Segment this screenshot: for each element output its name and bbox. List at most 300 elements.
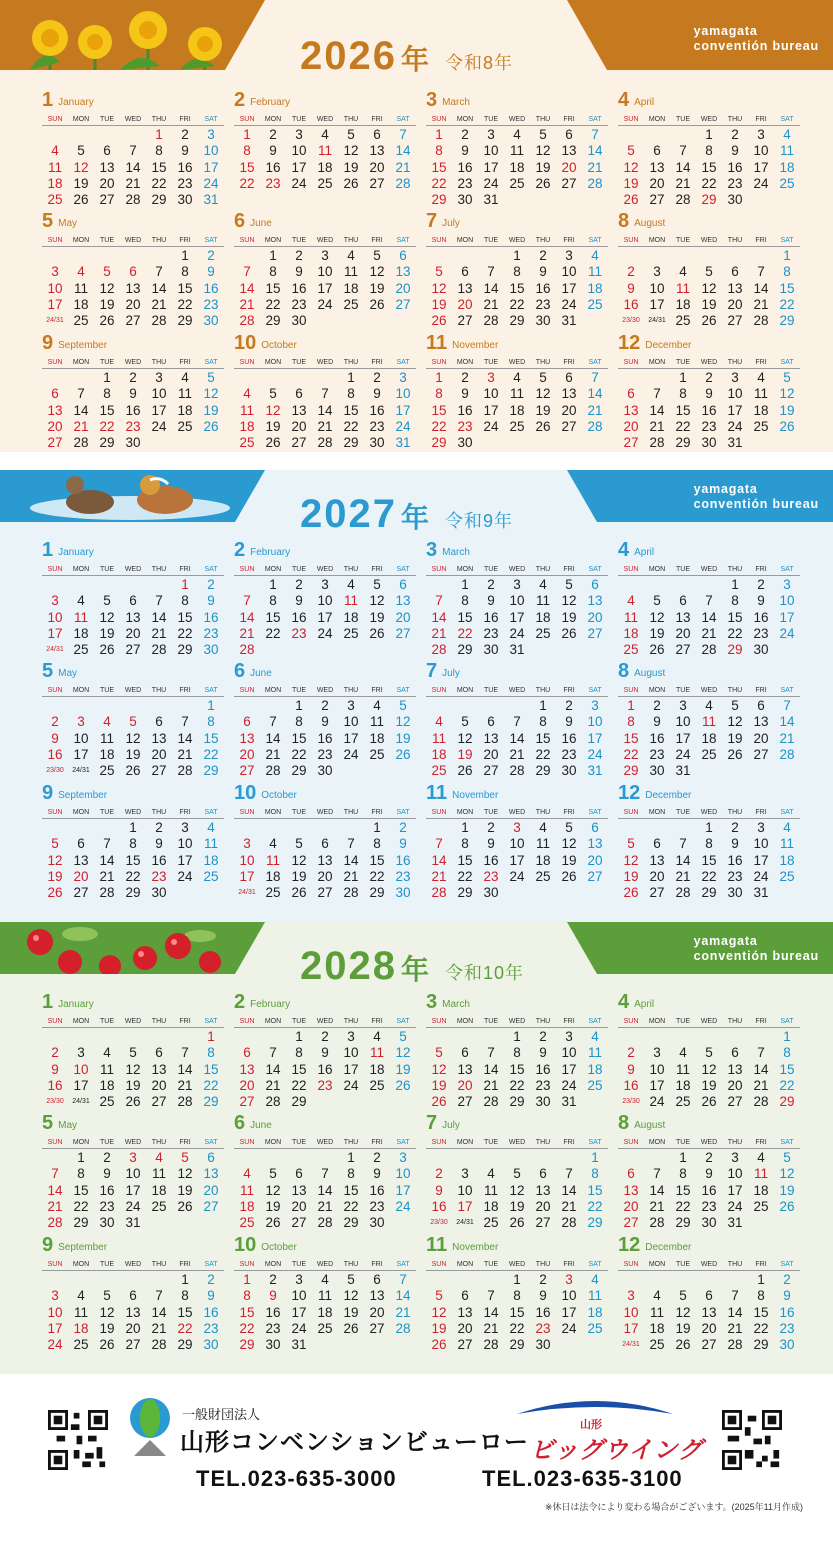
day-cell: 7 (269, 1045, 277, 1061)
day-cell: 15 (753, 1304, 769, 1320)
day-cell: 30 (535, 1094, 551, 1110)
day-cell: 1 (435, 370, 443, 385)
month-name: April (634, 547, 655, 558)
weekday-label: SAT (396, 1018, 410, 1025)
month-2028-1 (42, 991, 224, 1110)
day-cell: 13 (125, 280, 141, 296)
day-cell: 14 (317, 1182, 333, 1198)
weekday-label: TUE (100, 687, 114, 694)
day-cell: 24 (779, 625, 795, 641)
day-cell: 18 (151, 1182, 167, 1198)
day-cell: 2 (269, 1272, 277, 1287)
day-cell: 30 (535, 313, 551, 329)
empty-day-cell (338, 313, 364, 329)
empty-day-cell (172, 435, 198, 451)
month-header (426, 782, 608, 804)
day-cell: 20 (73, 868, 89, 884)
day-cell: 29 (701, 885, 717, 901)
weekday-label: FRI (179, 359, 191, 366)
day-cell: 29 (99, 435, 115, 451)
day-cell: 18 (779, 159, 795, 175)
month-number: 7 (426, 1112, 438, 1134)
day-cell: 30 (265, 1337, 281, 1353)
day-cell: 26 (509, 1215, 525, 1231)
weekday-label: SAT (780, 359, 794, 366)
month-header (618, 1112, 800, 1134)
day-cell: 1 (679, 370, 687, 385)
weekday-label: SAT (780, 1018, 794, 1025)
day-cell: 7 (129, 143, 137, 159)
weekday-label: SAT (588, 237, 602, 244)
empty-day-cell (198, 885, 224, 901)
empty-day-cell (42, 1272, 68, 1288)
org2-tel[interactable]: TEL.023-635-3100 (482, 1466, 683, 1491)
empty-day-cell (426, 248, 452, 264)
day-cell: 24 (47, 1337, 63, 1353)
day-cell: 5 (129, 714, 137, 730)
empty-day-cell (644, 1272, 670, 1288)
weekday-label: TUE (484, 687, 498, 694)
day-cell: 14 (779, 714, 795, 730)
day-grid (618, 820, 800, 901)
day-cell: 8 (77, 1166, 85, 1182)
day-cell: 3 (679, 698, 687, 713)
day-cell: 4 (103, 714, 111, 730)
day-grid (426, 1029, 608, 1110)
day-cell: 2 (373, 370, 381, 385)
weekday-label: SUN (47, 237, 63, 244)
day-cell: 14 (265, 1061, 281, 1077)
empty-day-cell (68, 370, 94, 386)
day-cell: 5 (731, 698, 739, 713)
month-header (42, 210, 224, 232)
empty-day-cell (42, 1029, 68, 1045)
empty-day-cell (774, 1215, 800, 1231)
weekday-label: MON (456, 1261, 474, 1268)
day-cell: 15 (509, 280, 525, 296)
weekday-label: SAT (780, 566, 794, 573)
day-cell: 3 (653, 1045, 661, 1061)
weekday-label: SAT (780, 237, 794, 244)
day-cell: 10 (561, 1045, 577, 1061)
day-cell: 24 (395, 1198, 411, 1214)
weekday-label: THU (343, 1018, 359, 1025)
day-cell: 13 (73, 852, 89, 868)
day-cell: 2 (539, 1029, 547, 1044)
day-cell: 4 (591, 1272, 599, 1287)
weekday-label: THU (727, 566, 743, 573)
day-grid (618, 1029, 800, 1110)
day-cell: 14 (47, 1182, 63, 1198)
weekday-label: SAT (204, 1261, 218, 1268)
empty-day-cell (582, 1337, 608, 1353)
month-header (42, 332, 224, 354)
org2-name: ビッグウイング (530, 1437, 703, 1464)
day-cell: 4 (77, 1288, 85, 1304)
month-header (618, 1234, 800, 1256)
day-cell: 23 (291, 625, 307, 641)
day-cell: 27 (369, 1320, 385, 1336)
weekday-header (618, 1137, 800, 1149)
day-cell: 26 (177, 1198, 193, 1214)
day-cell: 9 (783, 1288, 791, 1304)
day-cell: 10 (561, 1288, 577, 1304)
day-cell: 24/31 (72, 767, 90, 775)
month-2027-9 (42, 782, 224, 901)
day-cell: 22 (291, 1077, 307, 1093)
day-cell: 4 (181, 370, 189, 385)
day-cell: 17 (561, 1304, 577, 1320)
day-cell: 12 (431, 1061, 447, 1077)
qr-code-bigwing[interactable] (722, 1410, 782, 1470)
day-cell: 12 (369, 264, 385, 280)
day-cell: 1 (347, 370, 355, 385)
day-cell: 15 (203, 730, 219, 746)
day-cell: 24 (125, 1198, 141, 1214)
weekday-header (426, 235, 608, 247)
weekday-label: SUN (47, 809, 63, 816)
empty-day-cell (452, 1150, 478, 1166)
weekday-label: FRI (371, 359, 383, 366)
day-cell: 28 (265, 1094, 281, 1110)
day-cell: 14 (151, 1304, 167, 1320)
day-cell: 25 (483, 1215, 499, 1231)
day-cell: 29 (509, 313, 525, 329)
day-cell: 19 (623, 175, 639, 191)
day-cell: 21 (727, 1320, 743, 1336)
day-cell: 25 (431, 763, 447, 779)
day-cell: 11 (99, 730, 114, 746)
qr-code-bureau[interactable] (48, 1410, 108, 1470)
empty-day-cell (556, 642, 582, 658)
weekday-label: WED (508, 359, 526, 366)
day-cell: 24/31 (456, 1219, 474, 1227)
day-cell: 23/30 (430, 1219, 448, 1227)
day-cell: 22 (239, 1320, 255, 1336)
day-cell: 7 (705, 593, 713, 609)
day-cell: 7 (51, 1166, 59, 1182)
empty-day-cell (390, 1094, 416, 1110)
weekday-label: SAT (204, 687, 218, 694)
day-cell: 3 (347, 1029, 355, 1044)
day-cell: 21 (483, 1077, 499, 1093)
empty-day-cell (504, 192, 530, 208)
day-cell: 27 (291, 1215, 307, 1231)
day-cell: 3 (155, 370, 163, 385)
day-cell: 27 (587, 868, 603, 884)
day-cell: 6 (591, 820, 599, 835)
day-cell: 16 (203, 1304, 219, 1320)
month-2027-1 (42, 539, 224, 658)
day-cell: 18 (753, 402, 769, 418)
day-cell: 12 (177, 1166, 193, 1182)
day-cell: 5 (783, 1150, 791, 1165)
weekday-label: THU (343, 1139, 359, 1146)
month-2026-9 (42, 332, 224, 451)
day-cell: 26 (779, 1198, 795, 1214)
weekday-label: WED (700, 1261, 718, 1268)
month-number: 11 (426, 1234, 448, 1256)
month-2026-12 (618, 332, 800, 451)
day-cell: 18 (73, 625, 89, 641)
day-cell: 19 (265, 1198, 281, 1214)
day-cell: 7 (591, 127, 599, 142)
weekday-label: THU (727, 237, 743, 244)
weekday-header (42, 1137, 224, 1149)
day-cell: 16 (701, 402, 717, 418)
day-cell: 25 (509, 418, 525, 434)
day-cell: 11 (753, 386, 768, 402)
day-cell: 21 (99, 868, 115, 884)
day-cell: 6 (295, 1166, 303, 1182)
weekday-label: FRI (371, 687, 383, 694)
reiwa-label: 令和10年 (445, 963, 525, 983)
day-cell: 24 (177, 868, 193, 884)
day-cell: 3 (77, 714, 85, 730)
day-cell: 21 (587, 159, 603, 175)
weekday-label: TUE (676, 809, 690, 816)
month-header (234, 1234, 416, 1256)
day-cell: 10 (561, 264, 577, 280)
empty-day-cell (670, 577, 696, 593)
empty-day-cell (748, 763, 774, 779)
empty-day-cell (582, 642, 608, 658)
weekday-header (234, 235, 416, 247)
day-cell: 21 (431, 868, 447, 884)
day-cell: 28 (587, 418, 603, 434)
month-2027-7 (426, 660, 608, 779)
weekday-label: THU (151, 116, 167, 123)
day-cell: 2 (269, 127, 277, 142)
day-cell: 1 (269, 577, 277, 592)
day-cell: 12 (343, 143, 359, 159)
weekday-label: WED (124, 1018, 142, 1025)
empty-day-cell (364, 1337, 390, 1353)
month-number: 2 (234, 89, 246, 111)
day-cell: 29 (265, 313, 281, 329)
empty-day-cell (426, 820, 452, 836)
month-name: April (634, 999, 655, 1010)
month-name: September (58, 340, 108, 351)
day-cell: 20 (561, 402, 577, 418)
day-grid (42, 1272, 224, 1353)
day-cell: 16 (535, 280, 551, 296)
day-grid (426, 248, 608, 329)
day-cell: 13 (623, 402, 639, 418)
day-cell: 28 (649, 435, 665, 451)
day-grid (234, 820, 416, 901)
day-cell: 10 (73, 1061, 89, 1077)
day-cell: 22 (675, 418, 691, 434)
day-cell: 3 (399, 370, 407, 385)
day-cell: 16 (483, 609, 499, 625)
day-cell: 4 (155, 1150, 163, 1165)
day-cell: 3 (347, 698, 355, 713)
weekday-label: MON (648, 809, 666, 816)
day-cell: 21 (483, 1320, 499, 1336)
day-cell: 9 (539, 264, 547, 280)
day-cell: 26 (431, 1094, 447, 1110)
day-cell: 25 (239, 435, 255, 451)
day-cell: 6 (243, 714, 251, 730)
empty-day-cell (582, 1094, 608, 1110)
day-cell: 5 (679, 1288, 687, 1304)
weekday-label: WED (316, 116, 334, 123)
day-cell: 30 (125, 435, 141, 451)
day-cell: 28 (753, 1094, 769, 1110)
weekday-header (234, 564, 416, 576)
weekday-label: SUN (623, 1018, 639, 1025)
weekday-header (618, 235, 800, 247)
month-header (618, 89, 800, 111)
day-grid (42, 127, 224, 208)
weekday-label: MON (648, 116, 666, 123)
day-cell: 16 (623, 1077, 639, 1093)
day-cell: 23 (291, 296, 307, 312)
day-cell: 26 (431, 1337, 447, 1353)
day-cell: 11 (675, 280, 690, 296)
day-cell: 18 (509, 159, 525, 175)
day-cell: 24 (395, 418, 411, 434)
weekday-label: THU (535, 237, 551, 244)
weekday-label: FRI (179, 566, 191, 573)
day-cell: 24 (509, 868, 525, 884)
day-cell: 15 (265, 609, 281, 625)
month-header (618, 782, 800, 804)
month-number: 2 (234, 991, 246, 1013)
day-cell: 11 (587, 264, 602, 280)
empty-day-cell (774, 885, 800, 901)
day-cell: 29 (125, 885, 141, 901)
day-cell: 11 (177, 386, 192, 402)
day-cell: 30 (151, 885, 167, 901)
day-cell: 12 (535, 386, 551, 402)
weekday-header (42, 235, 224, 247)
empty-day-cell (94, 248, 120, 264)
org1-tel[interactable]: TEL.023-635-3000 (196, 1466, 397, 1491)
day-cell: 18 (509, 402, 525, 418)
day-cell: 15 (779, 1061, 795, 1077)
day-cell: 12 (649, 609, 665, 625)
empty-day-cell (774, 763, 800, 779)
day-cell: 9 (321, 714, 329, 730)
day-cell: 25 (779, 868, 795, 884)
empty-day-cell (722, 248, 748, 264)
weekday-header (618, 564, 800, 576)
day-cell: 11 (369, 1045, 384, 1061)
day-cell: 25 (343, 296, 359, 312)
weekday-label: THU (151, 566, 167, 573)
day-cell: 23 (177, 175, 193, 191)
day-cell: 12 (623, 852, 639, 868)
month-2026-11 (426, 332, 608, 451)
day-cell: 7 (653, 1166, 661, 1182)
day-cell: 20 (151, 1077, 167, 1093)
weekday-label: FRI (755, 237, 767, 244)
empty-day-cell (312, 1150, 338, 1166)
day-cell: 20 (317, 868, 333, 884)
day-cell: 13 (623, 1182, 639, 1198)
day-cell: 26 (265, 1215, 281, 1231)
month-name: June (250, 668, 272, 679)
day-cell: 11 (239, 1182, 254, 1198)
month-header (42, 991, 224, 1013)
month-header (618, 991, 800, 1013)
day-cell: 3 (487, 370, 495, 385)
weekday-label: TUE (100, 116, 114, 123)
day-cell: 22 (265, 296, 281, 312)
weekday-label: TUE (676, 566, 690, 573)
day-cell: 29 (675, 1215, 691, 1231)
day-cell: 1 (269, 248, 277, 263)
empty-day-cell (696, 577, 722, 593)
day-cell: 28 (509, 763, 525, 779)
weekday-label: SAT (396, 687, 410, 694)
month-2028-12 (618, 1234, 800, 1353)
empty-day-cell (748, 1215, 774, 1231)
day-cell: 30 (779, 1337, 795, 1353)
day-cell: 22 (753, 1320, 769, 1336)
weekday-label: TUE (292, 566, 306, 573)
day-cell: 11 (47, 159, 62, 175)
day-cell: 11 (73, 280, 88, 296)
weekday-label: WED (508, 116, 526, 123)
day-cell: 2 (51, 714, 59, 730)
day-grid (42, 248, 224, 329)
day-cell: 9 (705, 1166, 713, 1182)
weekday-label: SAT (780, 116, 794, 123)
day-cell: 17 (587, 730, 603, 746)
weekday-label: FRI (755, 566, 767, 573)
day-cell: 20 (239, 746, 255, 762)
day-cell: 21 (675, 868, 691, 884)
day-cell: 10 (753, 143, 769, 159)
empty-day-cell (478, 1150, 504, 1166)
empty-day-cell (390, 642, 416, 658)
day-cell: 12 (99, 1304, 115, 1320)
weekday-header (42, 807, 224, 819)
day-cell: 30 (177, 192, 193, 208)
day-cell: 20 (753, 730, 769, 746)
month-header (426, 991, 608, 1013)
day-cell: 23 (457, 175, 473, 191)
day-cell: 1 (627, 698, 635, 713)
day-cell: 16 (125, 402, 141, 418)
day-cell: 3 (181, 820, 189, 835)
day-cell: 13 (125, 1304, 141, 1320)
day-cell: 23 (317, 746, 333, 762)
day-cell: 13 (675, 609, 691, 625)
day-cell: 29 (203, 763, 219, 779)
day-cell: 5 (627, 143, 635, 159)
day-cell: 20 (727, 296, 743, 312)
day-cell: 6 (399, 248, 407, 263)
day-cell: 21 (151, 1320, 167, 1336)
day-cell: 6 (461, 1288, 469, 1304)
day-cell: 25 (649, 1337, 665, 1353)
day-cell: 12 (343, 1288, 359, 1304)
year-number: 2026 (300, 34, 397, 78)
day-cell: 8 (461, 593, 469, 609)
day-cell: 15 (623, 730, 639, 746)
day-cell: 15 (343, 1182, 359, 1198)
day-cell: 5 (373, 577, 381, 592)
day-cell: 23 (535, 296, 551, 312)
month-number: 3 (426, 991, 438, 1013)
day-cell: 17 (753, 159, 769, 175)
day-cell: 8 (269, 593, 277, 609)
day-cell: 5 (347, 127, 355, 142)
